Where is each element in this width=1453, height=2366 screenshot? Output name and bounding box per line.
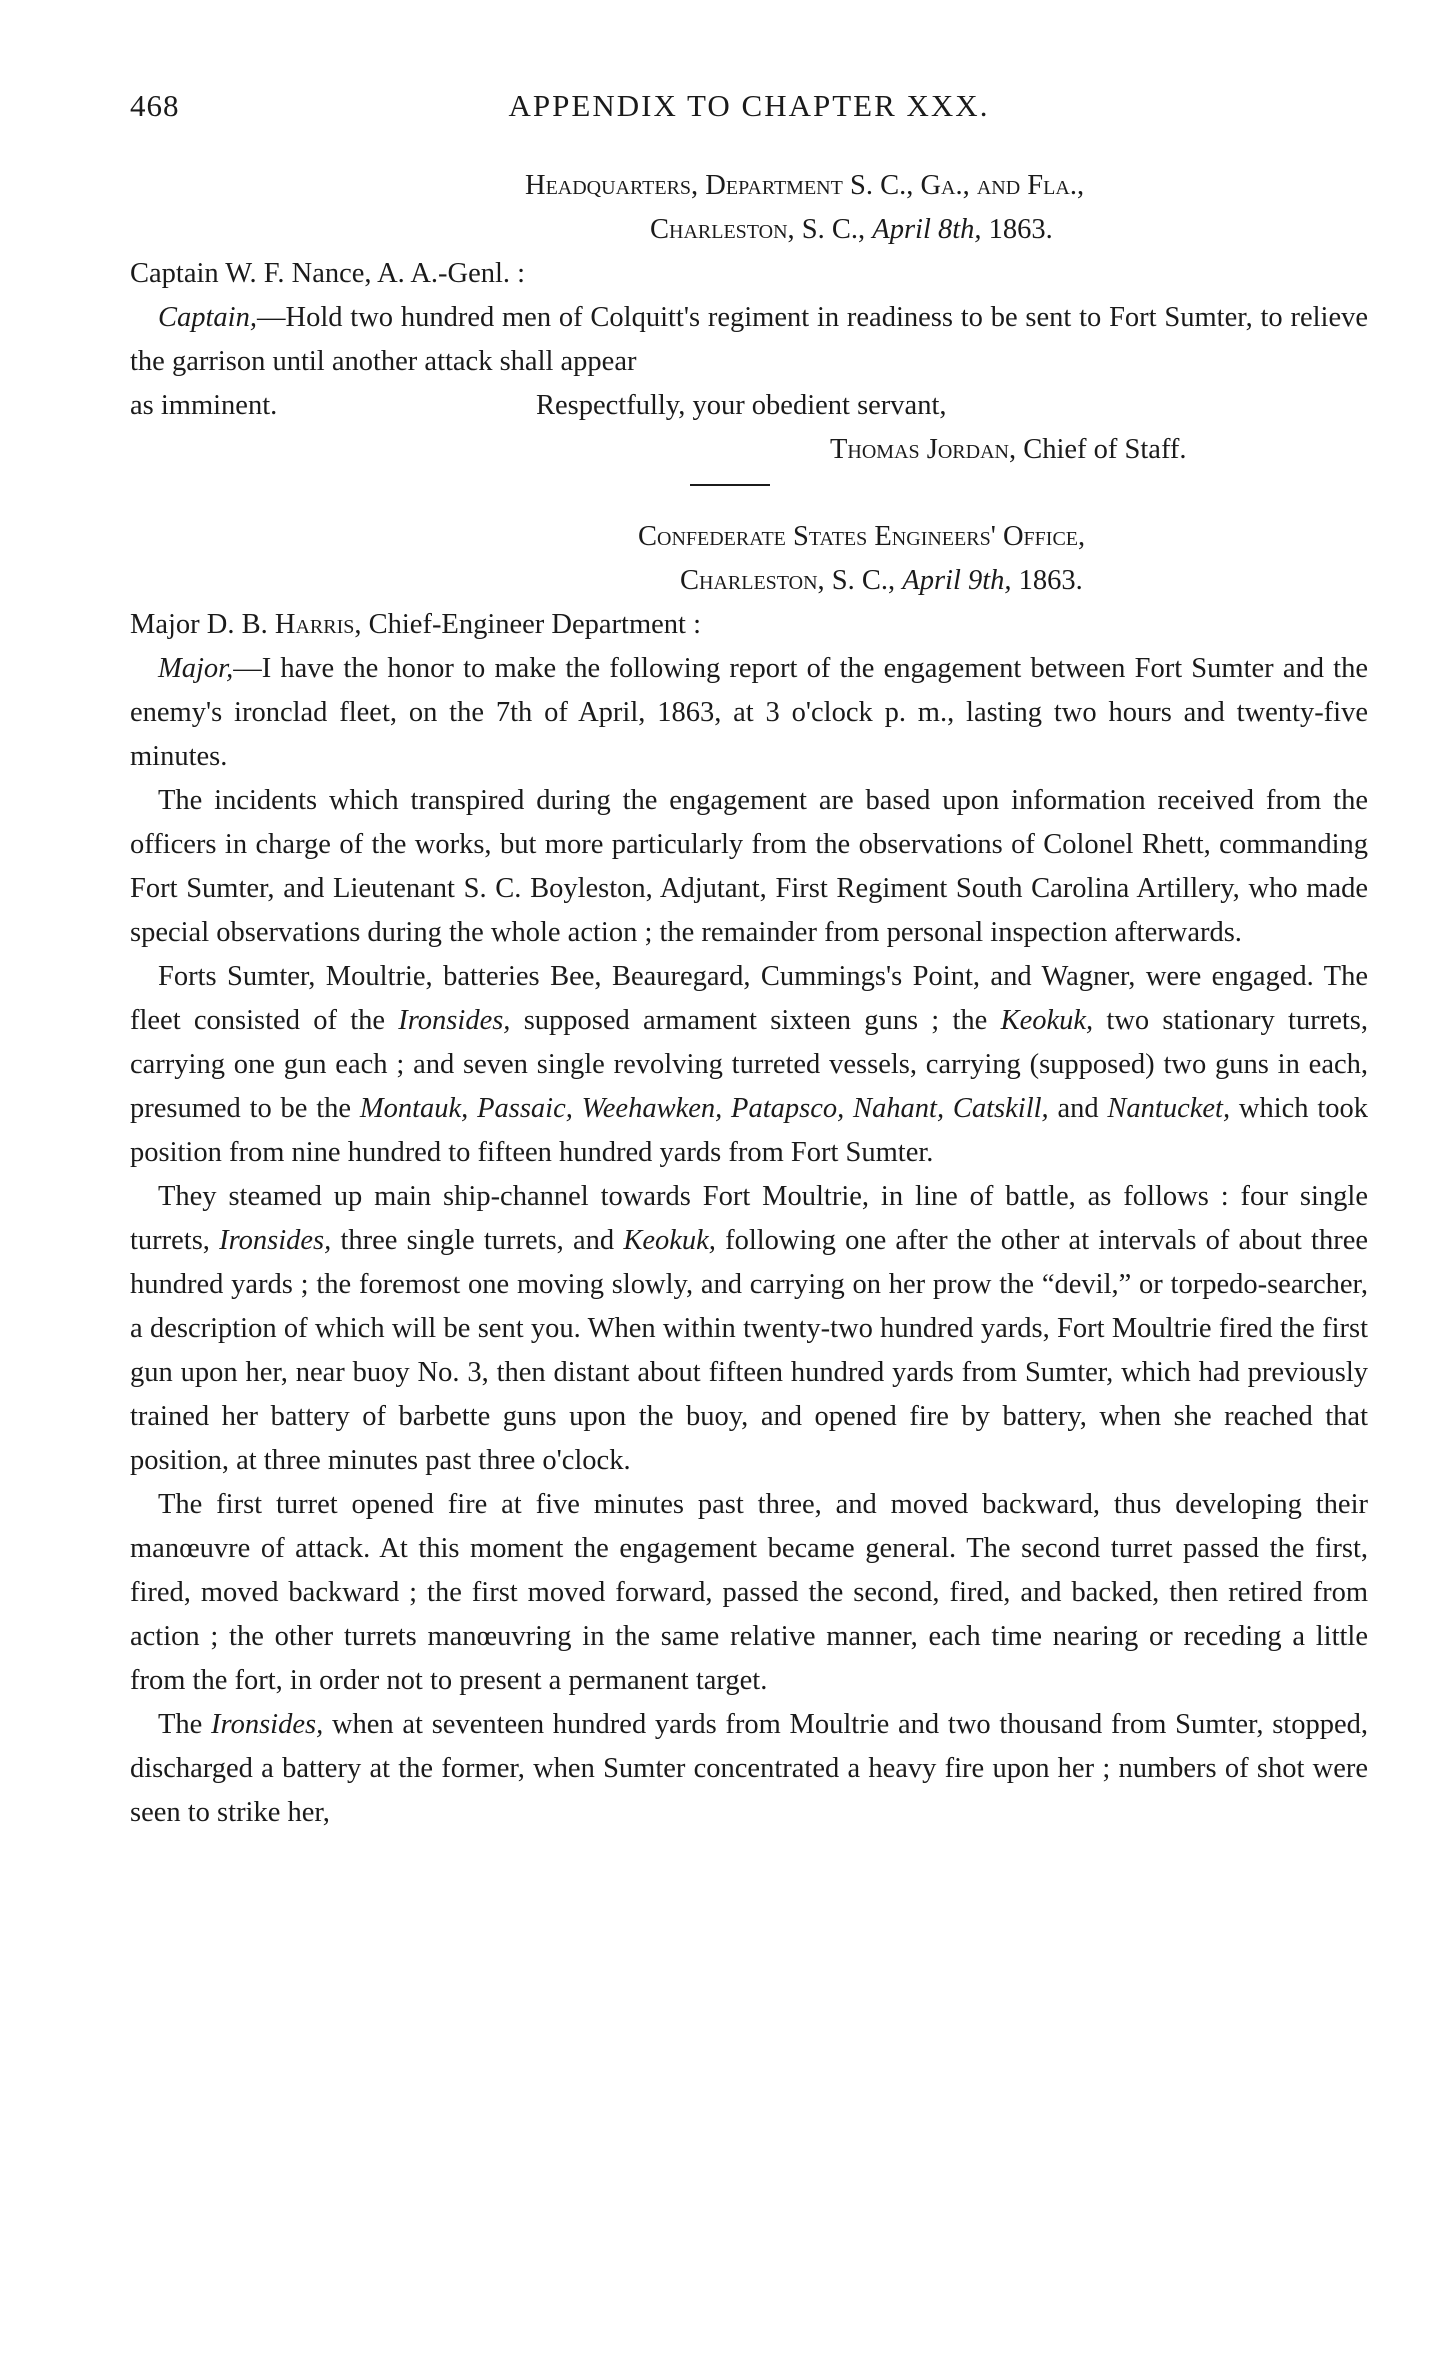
ship-name: Ironsides, [219,1225,332,1256]
letter-engineers-report [130,515,1368,1835]
p3-text-3: two stationary turrets, carrying one gun each ; and seven single revolving turreted vessels, carrying (supposed) two guns in each, presumed to be the [130,1005,1368,1124]
report-paragraph-1-text: —I have the honor to make the following report of the engagement between Fort Sumter and the enemy's ironclad fleet, on the 7th of April, 1863, at 3 o'clock p. m., lasting two hours and twenty-five minutes. [130,653,1368,772]
letter-body [130,296,1368,384]
ship-name: Ironsides, [398,1005,511,1036]
ship-name: Nantucket, [1107,1093,1231,1124]
report-heading-place: Charleston, S. C., [680,565,903,596]
letter-signature [130,428,1368,472]
page-header [130,88,1368,128]
report-paragraph-5: The first turret opened fire at five minutes past three, and moved backward, thus developing their manœuvre of attack. At this moment the engagement became general. The second turret passed the first, fired, moved backward ; the first moved forward, passed the second, fired, and backed, then retired from action ; the other turrets manœuvring in the same relative manner, each time nearing or receding a little from the fort, in order not to present a permanent target. [130,1489,1368,1696]
closing-right: Respectfully, your obedient servant, [536,390,947,421]
ship-name: Keokuk, [623,1225,716,1256]
ship-name: Ironsides, [211,1709,324,1740]
signature-title: Chief of Staff. [1016,434,1187,465]
section-divider [690,484,770,486]
report-paragraph-1 [130,647,1368,779]
letter-heading-place: Charleston, S. C., [650,214,873,245]
p3-text-5: which took position from nine hundred to fifteen hundred yards from Fort Sumter. [130,1093,1368,1168]
report-paragraph-4 [130,1175,1368,1483]
p6-text-2: when at seventeen hundred yards from Moultrie and two thousand from Sumter, stopped, discharged a battery at the former, when Sumter concentrated a heavy fire upon her ; numbers of shot were seen to strike her, [130,1709,1368,1828]
letter-addressee [130,252,1368,296]
p3-text-4: and [1048,1093,1108,1124]
ship-name: Keokuk, [1000,1005,1094,1036]
letter-closing [130,384,1368,428]
report-paragraph-6 [130,1703,1368,1835]
letter-salutation: Captain, [158,302,257,333]
addressee-name: Harris, [274,609,362,640]
report-heading-line1: Confederate States Engineers' Office, [638,521,1086,552]
report-heading-year: 1863. [1011,565,1083,596]
letter-headquarters [130,164,1368,472]
letter-heading-year: 1863. [981,214,1053,245]
report-heading-line2 [130,559,1368,603]
p6-text-1: The [158,1709,212,1740]
report-addressee [130,603,1368,647]
p4-text-2: three single turrets, and [331,1225,624,1256]
letter-heading-line2 [130,208,1368,252]
report-paragraph-3 [130,955,1368,1175]
letter-heading-line1: Headquarters, Department S. C., Ga., and Fla., [525,170,1085,201]
p3-text-1: Forts Sumter, Moultrie, batteries Bee, Beauregard, Cummings's Point, and Wagner, were engaged. The fleet consisted of the [130,961,1368,1036]
addressee-suffix: Chief-Engineer Department : [361,609,701,640]
report-salutation: Major, [158,653,234,684]
addressee-text: Captain W. F. Nance, A. A.-Genl. : [130,258,526,289]
ship-names-list: Montauk, Passaic, Weehawken, Patapsco, Nahant, Catskill, [359,1093,1049,1124]
page-number: 468 [130,88,180,123]
closing-left: as imminent. [130,390,278,421]
report-paragraph-2: The incidents which transpired during the engagement are based upon information received from the officers in charge of the works, but more particularly from the observations of Colonel Rhett, commanding Fort Sumter, and Lieutenant S. C. Boyleston, Adjutant, First Regiment South Carolina Artillery, who made special observations during the whole action ; the remainder from personal inspection afterwards. [130,785,1368,948]
signature-name: Thomas Jordan, [830,434,1017,465]
letter-body-text: —Hold two hundred men of Colquitt's regiment in readiness to be sent to Fort Sumter, to relieve the garrison until another attack shall appear [130,302,1368,377]
p4-text-3: following one after the other at intervals of about three hundred yards ; the foremost one moving slowly, and carrying on her prow the “devil,” or torpedo-searcher, a description of which will be sent you. When within twenty-two hundred yards, Fort Moultrie fired the first gun upon her, near buoy No. 3, then distant about fifteen hundred yards from Sumter, which had previously trained her battery of barbette guns upon the buoy, and opened fire by battery, when she reached that position, at three minutes past three o'clock. [130,1225,1368,1476]
addressee-prefix: Major D. B. [130,609,275,640]
p3-text-2: supposed armament sixteen guns ; the [510,1005,1001,1036]
p4-text-1: They steamed up main ship-channel towards Fort Moultrie, in line of battle, as follows : four single turrets, [130,1181,1368,1256]
report-heading-date: April 9th, [902,565,1012,596]
letter-heading-date: April 8th, [872,214,982,245]
running-head: APPENDIX TO CHAPTER XXX. [508,88,990,123]
